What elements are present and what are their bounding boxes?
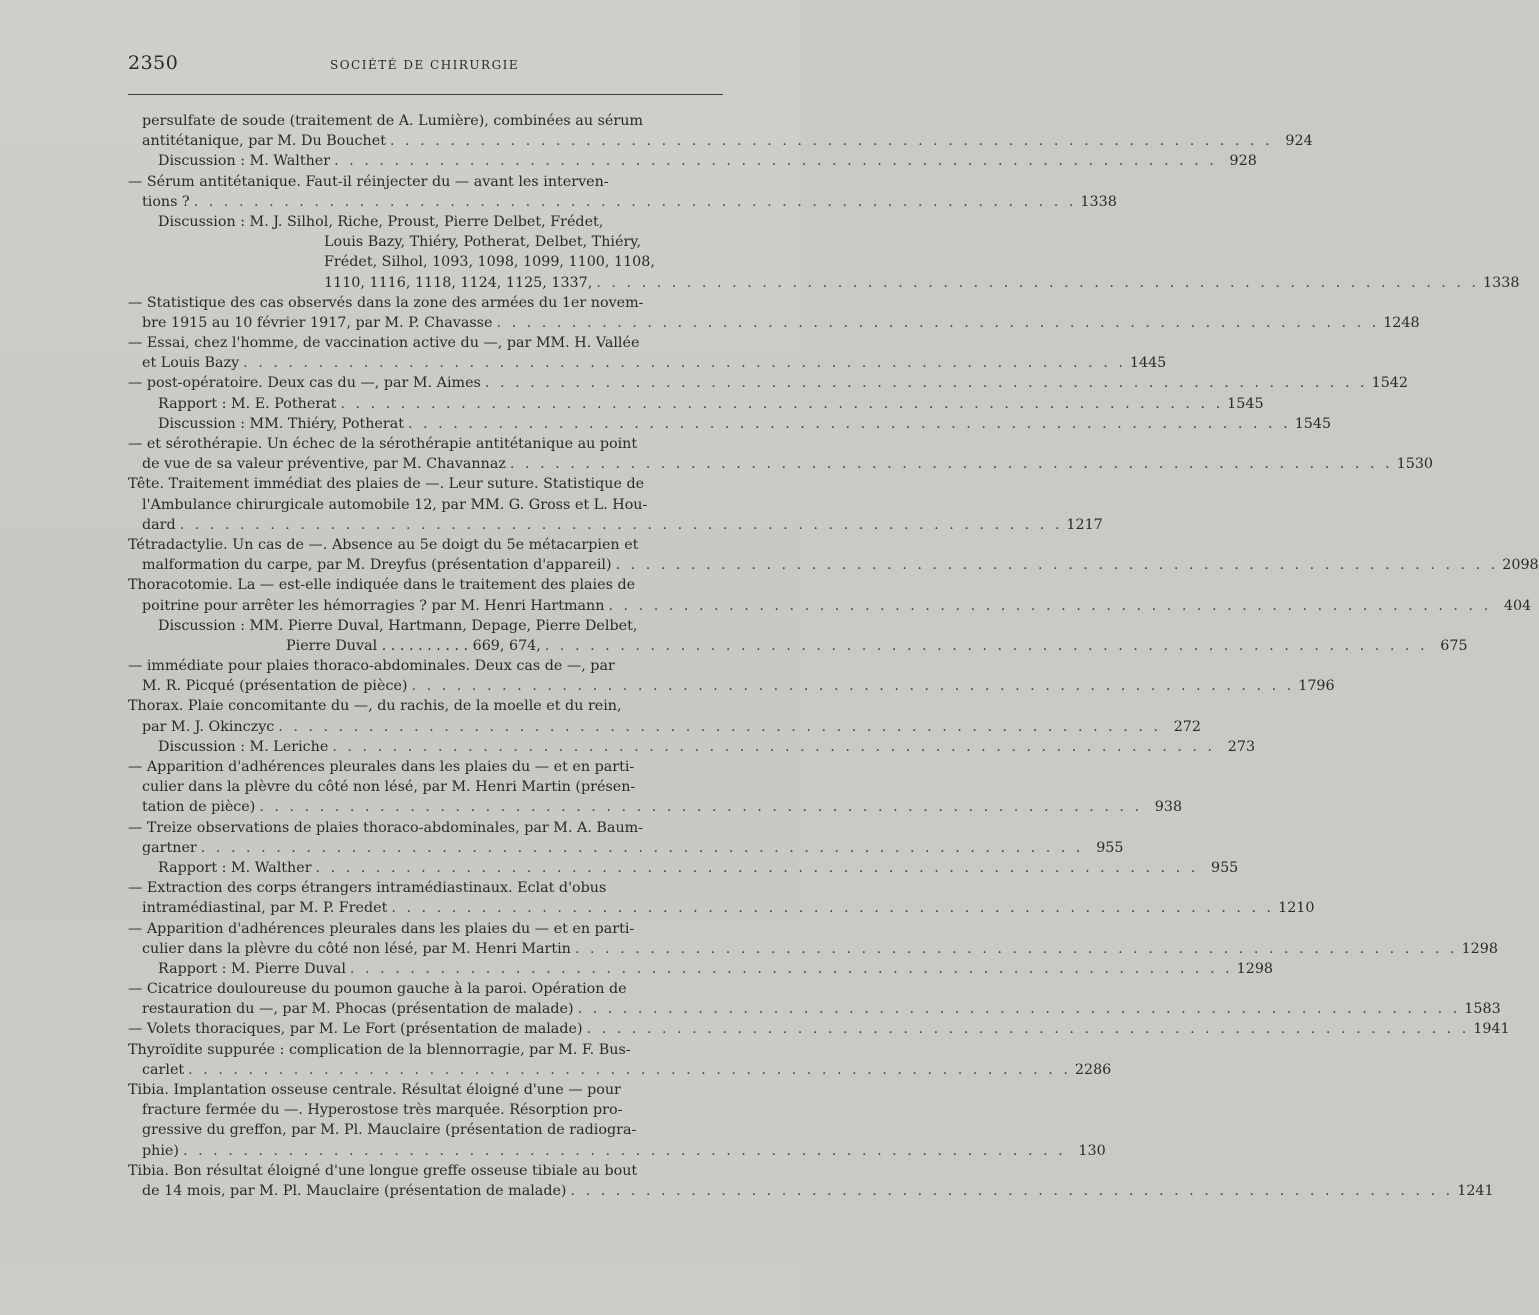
leader-dots	[571, 1181, 1454, 1201]
index-line	[128, 474, 725, 494]
index-line	[128, 999, 1501, 1019]
index-line	[128, 596, 1532, 616]
leader-dots	[183, 1141, 1066, 1161]
index-line	[128, 252, 725, 272]
index-line-text: poitrine pour arrêter les hémorragies ? par M. Henri Hartmann	[142, 597, 605, 614]
index-line-text: tions ?	[142, 193, 190, 210]
page-reference: 1210	[1278, 900, 1315, 917]
page-reference: 1545	[1227, 395, 1264, 412]
index-line	[128, 717, 1201, 737]
index-line-text: — Essai, chez l'homme, de vaccination active du —, par MM. H. Vallée	[128, 335, 640, 352]
index-line-text: intramédiastinal, par M. P. Fredet	[142, 900, 388, 917]
page-number: 2350	[128, 52, 179, 74]
index-line-text: par M. J. Okinczyc	[142, 718, 275, 735]
index-line-text: Thyroïdite suppurée : complication de la blennorragie, par M. F. Bus-	[128, 1041, 631, 1058]
index-line	[128, 838, 1124, 858]
index-line	[128, 1019, 1510, 1039]
leader-dots	[608, 596, 1491, 616]
index-body	[128, 111, 1539, 1201]
leader-dots	[334, 151, 1217, 171]
index-line	[128, 434, 725, 454]
index-line-text: Tibia. Bon résultat éloigné d'une longue greffe osseuse tibiale au bout	[128, 1162, 638, 1179]
index-line-text: — Sérum antitétanique. Faut-il réinjecter du — avant les interven-	[128, 173, 609, 190]
index-line-text: carlet	[142, 1061, 185, 1078]
index-line	[128, 212, 725, 232]
index-line-text: malformation du carpe, par M. Dreyfus (présentation d'appareil)	[142, 557, 612, 574]
page-reference: 130	[1078, 1142, 1106, 1159]
index-line	[128, 818, 725, 838]
page-reference: 1338	[1080, 193, 1117, 210]
page-reference: 924	[1285, 133, 1313, 150]
index-line-text: antitétanique, par M. Du Bouchet	[142, 133, 386, 150]
index-line	[128, 979, 725, 999]
leader-dots	[578, 999, 1461, 1019]
index-line-text: — Extraction des corps étrangers intramédiastinaux. Eclat d'obus	[128, 880, 607, 897]
leader-dots	[510, 454, 1393, 474]
page-reference: 1248	[1383, 314, 1420, 331]
running-title: SOCIÉTÉ DE CHIRURGIE	[330, 58, 520, 72]
index-line	[128, 1120, 725, 1140]
page-reference: 2098	[1502, 557, 1539, 574]
index-line-text: Tétradactylie. Un cas de —. Absence au 5e doigt du 5e métacarpien et	[128, 536, 639, 553]
index-line	[128, 293, 725, 313]
index-line-text: culier dans la plèvre du côté non lésé, par M. Henri Martin (présen-	[142, 779, 636, 796]
index-line-text: Pierre Duval . . . . . . . . . . 669, 674,	[286, 637, 541, 654]
index-line	[128, 1080, 725, 1100]
page-reference: 1445	[1129, 355, 1167, 372]
header-rule	[128, 94, 723, 95]
index-line-text: Rapport : M. Pierre Duval	[158, 960, 346, 977]
index-line	[128, 273, 1520, 293]
index-line	[128, 515, 1103, 535]
leader-dots	[259, 797, 1142, 817]
index-line	[128, 555, 1539, 575]
index-line	[128, 1161, 725, 1181]
page-reference: 1217	[1066, 516, 1103, 533]
index-line-text: gartner	[142, 839, 197, 856]
leader-dots	[390, 131, 1273, 151]
leader-dots	[485, 373, 1368, 393]
index-line-text: culier dans la plèvre du côté non lésé, par M. Henri Martin	[142, 940, 571, 957]
index-line	[128, 333, 725, 353]
index-line	[128, 353, 1167, 373]
index-line	[128, 575, 725, 595]
index-line-text: Rapport : M. E. Potherat	[158, 395, 337, 412]
page-reference: 675	[1440, 637, 1468, 654]
page-reference: 928	[1229, 153, 1257, 170]
index-line-text: Tibia. Implantation osseuse centrale. Résultat éloigné d'une — pour	[128, 1082, 621, 1098]
index-line	[128, 1040, 725, 1060]
leader-dots	[408, 414, 1291, 434]
index-line	[128, 636, 1468, 656]
page-reference: 1542	[1371, 375, 1408, 392]
index-line	[128, 394, 1264, 414]
leader-dots	[188, 1060, 1071, 1080]
index-line	[128, 777, 725, 797]
index-line-text: Tête. Traitement immédiat des plaies de —. Leur suture. Statistique de	[128, 476, 645, 493]
index-line	[128, 878, 725, 898]
index-line-text: phie)	[142, 1142, 179, 1159]
leader-dots	[616, 555, 1499, 575]
page-reference: 404	[1503, 597, 1532, 614]
index-line	[128, 151, 1257, 171]
leader-dots	[587, 1019, 1470, 1039]
index-line-text: Discussion : M. J. Silhol, Riche, Proust, Pierre Delbet, Frédet,	[158, 213, 604, 230]
index-line-text: 1110, 1116, 1118, 1124, 1125, 1337,	[324, 274, 593, 291]
index-line	[128, 1060, 1112, 1080]
index-line	[128, 495, 725, 515]
index-line	[128, 616, 725, 636]
index-line	[128, 1141, 1106, 1161]
index-line	[128, 373, 1408, 393]
index-line-text: Thorax. Plaie concomitante du —, du rachis, de la moelle et du rein,	[128, 698, 622, 715]
page-reference: 1338	[1483, 274, 1520, 291]
page-reference: 1298	[1461, 940, 1498, 957]
page-reference: 955	[1210, 859, 1239, 876]
leader-dots	[316, 858, 1199, 878]
index-line-text: — post-opératoire. Deux cas du —, par M. Aimes	[128, 375, 481, 392]
index-line-text: Thoracotomie. La — est-elle indiquée dans le traitement des plaies de	[128, 577, 636, 594]
leader-dots	[194, 192, 1077, 212]
index-line	[128, 939, 1498, 959]
index-line-text: — immédiate pour plaies thoraco-abdominales. Deux cas de —, par	[128, 658, 615, 675]
index-line-text: bre 1915 au 10 février 1917, par M. P. Chavasse	[142, 314, 493, 331]
index-line-text: Rapport : M. Walther	[158, 859, 312, 876]
page-reference: 2286	[1074, 1061, 1112, 1078]
page-reference: 938	[1154, 799, 1183, 816]
index-line	[128, 454, 1434, 474]
index-line	[128, 858, 1239, 878]
index-line-text: — Cicatrice douloureuse du poumon gauche à la paroi. Opération de	[128, 981, 627, 998]
index-line-text: Discussion : M. Walther	[158, 153, 331, 170]
index-line	[128, 313, 1420, 333]
index-line	[128, 232, 725, 252]
index-line	[128, 676, 1335, 696]
index-line-text: Frédet, Silhol, 1093, 1098, 1099, 1100, 1108,	[324, 254, 655, 271]
leader-dots	[545, 636, 1428, 656]
index-line	[128, 131, 1313, 151]
index-line-text: Discussion : MM. Pierre Duval, Hartmann, Depage, Pierre Delbet,	[158, 617, 638, 634]
leader-dots	[575, 939, 1458, 959]
index-line	[128, 535, 725, 555]
page-reference: 273	[1227, 738, 1256, 755]
page-reference: 955	[1096, 839, 1124, 856]
index-line-text: Discussion : M. Leriche	[158, 738, 329, 755]
index-line	[128, 172, 725, 192]
index-line-text: dard	[142, 516, 176, 533]
index-line	[128, 414, 1332, 434]
index-line-text: l'Ambulance chirurgicale automobile 12, par MM. G. Gross et L. Hou-	[142, 496, 648, 513]
index-line	[128, 898, 1315, 918]
page-reference: 1545	[1294, 415, 1332, 432]
page-reference: 1241	[1457, 1182, 1494, 1199]
index-line-text: — Statistique des cas observés dans la zone des armées du 1er novem-	[128, 294, 644, 311]
page-reference: 1583	[1464, 1001, 1501, 1018]
page-reference: 1530	[1396, 456, 1434, 473]
leader-dots	[496, 313, 1379, 333]
index-line-text: — Treize observations de plaies thoraco-abdominales, par M. A. Baum-	[128, 819, 644, 836]
index-line-text: et Louis Bazy	[142, 355, 240, 372]
index-line	[128, 1181, 1494, 1201]
leader-dots	[332, 737, 1215, 757]
leader-dots	[350, 959, 1233, 979]
page-reference: 1298	[1236, 960, 1274, 977]
leader-dots	[412, 676, 1295, 696]
index-line	[128, 797, 1183, 817]
leader-dots	[391, 898, 1274, 918]
index-line	[128, 192, 1117, 212]
index-line-text: — Volets thoraciques, par M. Le Fort (présentation de malade)	[128, 1021, 583, 1038]
index-line	[128, 919, 725, 939]
page-reference: 1796	[1298, 678, 1335, 695]
page-reference: 272	[1173, 718, 1201, 735]
index-line	[128, 656, 725, 676]
leader-dots	[340, 394, 1223, 414]
index-line-text: M. R. Picqué (présentation de pièce)	[142, 678, 408, 695]
leader-dots	[243, 353, 1126, 373]
index-line	[128, 696, 725, 716]
index-line-text: de vue de sa valeur préventive, par M. Chavannaz	[142, 456, 506, 473]
index-line-text: restauration du —, par M. Phocas (présentation de malade)	[142, 1001, 574, 1018]
index-line	[128, 959, 1274, 979]
index-line-text: de 14 mois, par M. Pl. Mauclaire (présentation de malade)	[142, 1182, 567, 1199]
index-line-text: Louis Bazy, Thiéry, Potherat, Delbet, Thiéry,	[324, 234, 642, 251]
index-line-text: persulfate de soude (traitement de A. Lumière), combinées au sérum	[142, 113, 643, 129]
index-line	[128, 111, 725, 131]
index-line-text: tation de pièce)	[142, 799, 256, 816]
page-header	[128, 52, 723, 76]
index-line-text: — Apparition d'adhérences pleurales dans les plaies du — et en parti-	[128, 759, 635, 775]
index-line-text: gressive du greffon, par M. Pl. Mauclaire (présentation de radiogra-	[142, 1122, 637, 1139]
index-line-text: — et sérothérapie. Un échec de la sérothérapie antitétanique au point	[128, 436, 638, 452]
page-reference: 1941	[1473, 1021, 1510, 1038]
leader-dots	[201, 838, 1084, 858]
index-line-text: fracture fermée du —. Hyperostose très marquée. Résorption pro-	[142, 1102, 623, 1119]
leader-dots	[180, 515, 1063, 535]
index-line-text: — Apparition d'adhérences pleurales dans les plaies du — et en parti-	[128, 920, 635, 937]
leader-dots	[596, 273, 1479, 293]
index-line	[128, 757, 725, 777]
index-line-text: Discussion : MM. Thiéry, Potherat	[158, 415, 404, 432]
index-line	[128, 737, 1256, 757]
leader-dots	[278, 717, 1161, 737]
index-line	[128, 1100, 725, 1120]
